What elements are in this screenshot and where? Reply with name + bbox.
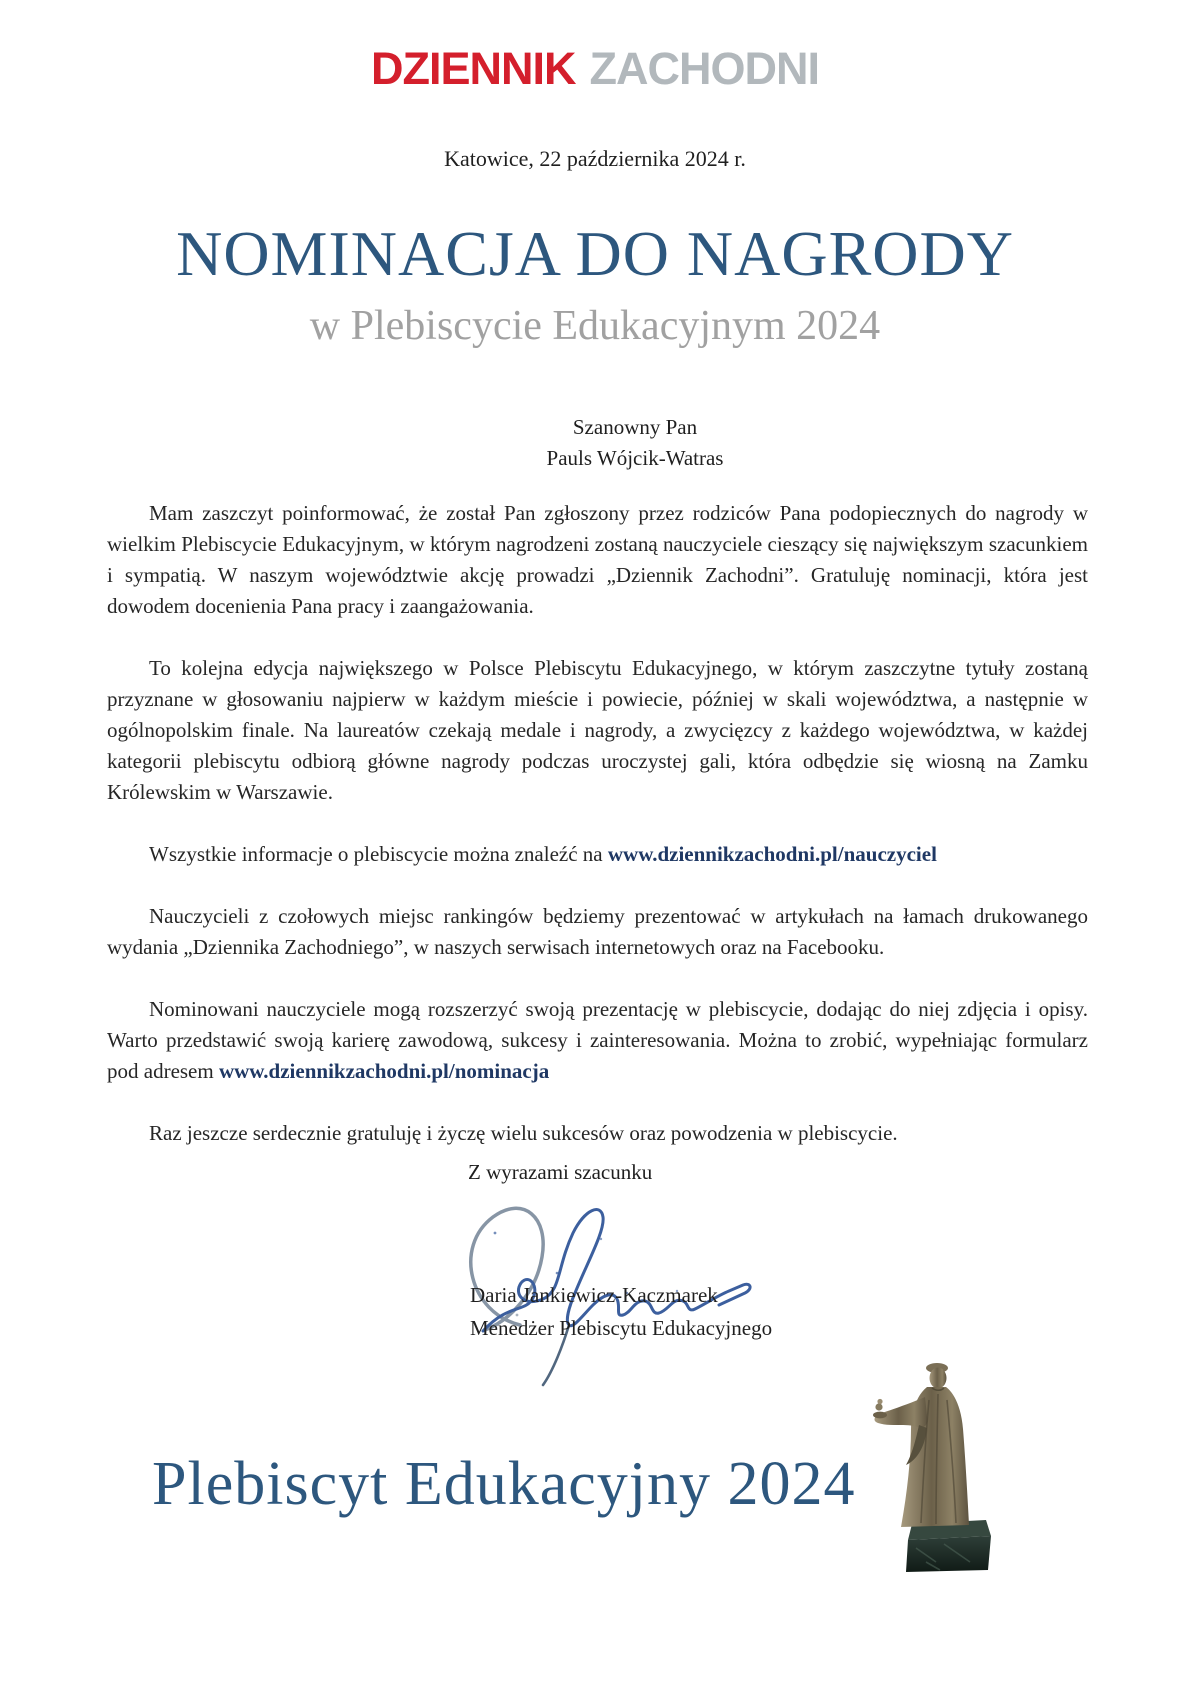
page-title: NOMINACJA DO NAGRODY bbox=[176, 218, 1014, 289]
closing-phrase: Z wyrazami szacunku bbox=[468, 1160, 653, 1184]
letter-body bbox=[107, 498, 1088, 1180]
award-statuette-image bbox=[866, 1358, 994, 1576]
signer-name: Daria Jankiewicz-Kaczmarek bbox=[470, 1283, 718, 1307]
recipient-salutation: Szanowny Pan bbox=[572, 415, 698, 439]
plebiscite-info-link[interactable]: www.dziennikzachodni.pl/nauczyciel bbox=[607, 842, 937, 866]
recipient-block bbox=[40, 412, 1190, 474]
paragraph-3 bbox=[107, 839, 1088, 870]
recipient-name: Pauls Wójcik-Watras bbox=[546, 446, 724, 470]
logo-secondary-text: ZACHODNI bbox=[589, 43, 819, 94]
logo-primary-text: DZIENNIK bbox=[371, 43, 576, 94]
nomination-form-link[interactable]: www.dziennikzachodni.pl/nominacja bbox=[218, 1059, 550, 1083]
dateline: Katowice, 22 października 2024 r. bbox=[444, 146, 746, 171]
signer-role: Menedżer Plebiscytu Edukacyjnego bbox=[470, 1316, 773, 1340]
paragraph-5 bbox=[107, 994, 1088, 1087]
paragraph-5-text: Nominowani nauczyciele mogą rozszerzyć swoją prezentację w plebiscycie, dodając do niej zdjęcia i opisy. Warto przedstawić swoją karierę zawodową, sukcesy i zainteresowania. Można to zrobić, wypełniając formularz pod adresem bbox=[107, 997, 1088, 1083]
newspaper-logo bbox=[0, 43, 1190, 94]
paragraph-2: To kolejna edycja największego w Polsce Plebiscytu Edukacyjnego, w którym zaszczytne tytuły zostaną przyznane w głosowaniu najpierw w każdym mieście i powiecie, później w skali województwa, a następnie w ogólnopolskim finale. Na laureatów czekają medale i nagrody, a zwycięzcy z każdego województwa, w każdej kategorii plebiscytu odbiorą główne nagrody podczas uroczystej gali, która odbędzie się wiosną na Zamku Królewskim w Warszawie. bbox=[107, 656, 1088, 804]
page-subtitle: w Plebiscycie Edukacyjnym 2024 bbox=[309, 303, 881, 349]
paragraph-6: Raz jeszcze serdecznie gratuluję i życzę wielu sukcesów oraz powodzenia w plebiscycie. bbox=[149, 1121, 898, 1145]
footer-banner: Plebiscyt Edukacyjny 2024 bbox=[152, 1450, 856, 1518]
paragraph-1: Mam zaszczyt poinformować, że został Pan zgłoszony przez rodziców Pana podopiecznych do nagrody w wielkim Plebiscycie Edukacyjnym, w którym nagrodzeni zostaną nauczyciele cieszący się największym szacunkiem i sympatią. W naszym województwie akcję prowadzi „Dziennik Zachodni”. Gratuluję nominacji, która jest dowodem docenienia Pana pracy i zaangażowania. bbox=[107, 501, 1088, 618]
paragraph-3-text: Wszystkie informacje o plebiscycie można znaleźć na bbox=[149, 842, 608, 866]
paragraph-4: Nauczycieli z czołowych miejsc rankingów będziemy prezentować w artykułach na łamach drukowanego wydania „Dziennika Zachodniego”, w naszych serwisach internetowych oraz na Facebooku. bbox=[107, 904, 1088, 959]
